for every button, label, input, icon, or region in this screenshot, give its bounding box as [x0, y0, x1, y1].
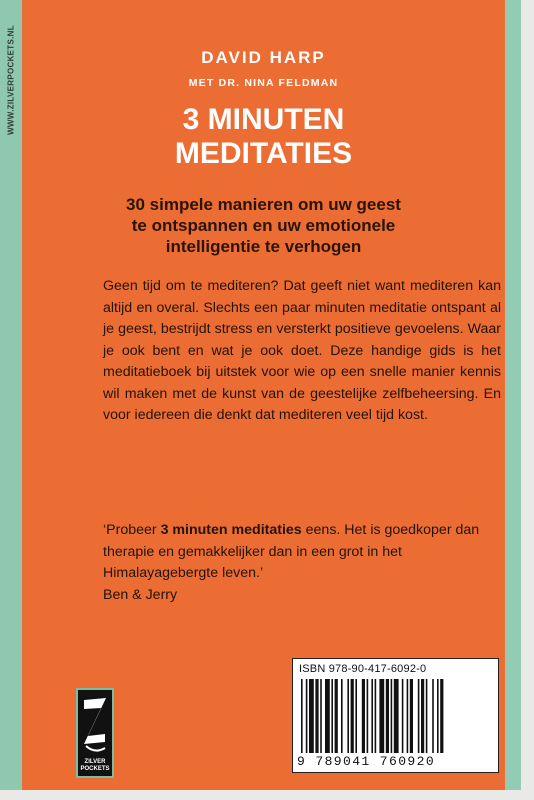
- subtitle-line-2: te ontspannen en uw emotionele: [131, 216, 396, 235]
- blurb-paragraph: Geen tijd om te mediteren? Dat geeft niet want mediteren kan altijd en overal. Slechts een paar minuten meditatie ontspant al je geest, bestrijdt stress en versterkt positieve gevoelens. Waar je ook bent en wat je ook doet. Deze handige gids is het meditatieboek bij uitstek voor wie op een snelle manier kennis wil maken met de kunst van de geestelijke zelfbeheersing. En voor iedereen die denkt dat mediteren veel tijd kost.: [103, 278, 501, 423]
- quote-text-start: ‘Probeer: [103, 522, 161, 538]
- publisher-name: [78, 759, 112, 773]
- z-logo-icon: [81, 694, 109, 756]
- quote-author: Ben & Jerry: [103, 586, 178, 603]
- title-line-1: 3 MINUTEN: [182, 103, 345, 136]
- publisher-name-line-2: POCKETS: [80, 766, 110, 772]
- barcode-block: [292, 658, 499, 773]
- quote-text-end: eens. Het is goedkoper dan therapie en gemakkelijker dan in een grot in het Himalayagebergte leven.’: [103, 522, 480, 581]
- endorsement-quote: [103, 520, 501, 606]
- website-url: WWW.ZILVERPOCKETS.NL: [6, 25, 16, 135]
- subtitle-line-1: 30 simpele manieren om uw geest: [126, 195, 401, 214]
- book-title: [22, 103, 505, 171]
- spine-strip: [0, 0, 22, 790]
- quote-title-bold: 3 minuten meditaties: [160, 522, 302, 538]
- publisher-name-line-1: ZILVER: [84, 759, 106, 765]
- right-edge-strip: [505, 0, 521, 790]
- publisher-logo: [76, 688, 114, 778]
- barcode-icon: [301, 679, 491, 753]
- ean-number: 9 789041 760920: [297, 754, 436, 769]
- isbn-label: ISBN 978-90-417-6092-0: [299, 663, 427, 675]
- subtitle-line-3: intelligentie te verhogen: [165, 237, 362, 256]
- author-name: DAVID HARP: [201, 48, 326, 67]
- book-subtitle: [22, 194, 505, 257]
- coauthor-name: MET DR. NINA FELDMAN: [188, 77, 339, 89]
- title-line-2: MEDITATIES: [174, 137, 353, 170]
